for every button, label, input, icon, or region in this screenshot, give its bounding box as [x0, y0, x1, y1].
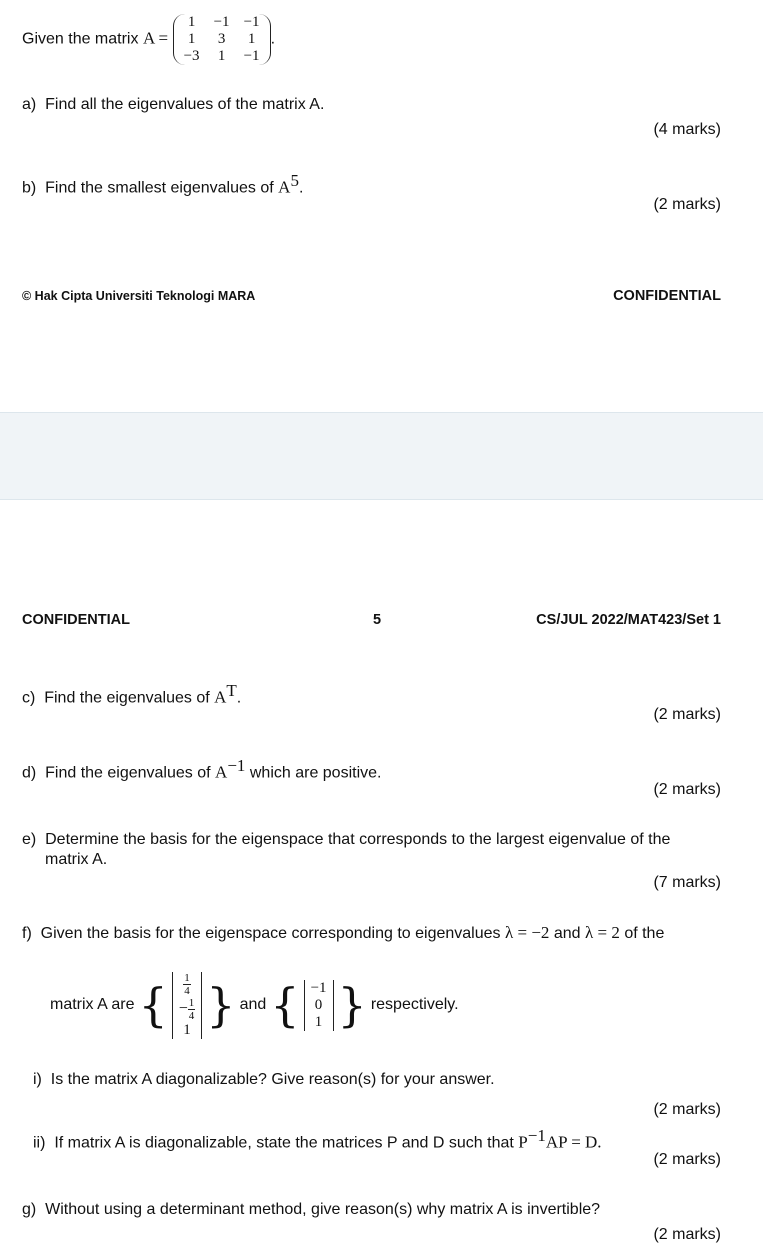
matrix-cell: 3	[217, 31, 226, 47]
q-text: matrix A are	[50, 996, 135, 1013]
left-brace: {	[138, 978, 168, 1032]
marks: (2 marks)	[653, 1101, 721, 1118]
q-label: i)	[33, 1071, 42, 1088]
vector-entry: 0	[314, 996, 323, 1013]
q-text: of the	[624, 925, 665, 942]
question-e	[22, 831, 670, 849]
fraction	[183, 972, 191, 997]
matrix-cell: 1	[247, 31, 256, 47]
basis-vector-1	[172, 972, 203, 1039]
math: A	[215, 762, 228, 782]
math-sup: 5	[290, 171, 299, 190]
math-sup: −1	[527, 1126, 546, 1145]
marks: (2 marks)	[653, 781, 721, 798]
matrix-cell: 1	[187, 14, 196, 30]
matrix-a	[173, 14, 271, 65]
left-brace: {	[270, 978, 300, 1032]
q-label: ii)	[33, 1134, 46, 1152]
q-label: f)	[22, 925, 32, 942]
question-d	[22, 756, 381, 782]
q-text: Find all the eigenvalues of the matrix A.	[45, 96, 325, 113]
q-text: respectively.	[370, 996, 459, 1013]
q-label: c)	[22, 689, 36, 707]
page-break	[0, 412, 763, 500]
eigenvalue: λ = 2	[585, 923, 620, 942]
eigenvalue: λ = −2	[504, 923, 550, 942]
q-text: Without using a determinant method, give reason(s) why matrix A is invertible?	[45, 1201, 601, 1218]
matrix-cell: −1	[243, 48, 260, 64]
basis-line	[50, 960, 459, 1050]
q-text: If matrix A is diagonalizable, state the matrices P and D such that	[54, 1134, 514, 1152]
math: A	[278, 177, 291, 197]
intro-text: Given the matrix	[22, 30, 139, 48]
math: A	[214, 687, 227, 707]
marks: (2 marks)	[653, 196, 721, 213]
marks: (2 marks)	[653, 1226, 721, 1243]
vector-entry: 1	[183, 1021, 191, 1038]
matrix-lhs: A =	[142, 28, 169, 48]
question-g	[22, 1201, 600, 1219]
marks: (7 marks)	[653, 874, 721, 891]
fraction	[188, 997, 196, 1022]
q-text: Is the matrix A diagonalizable? Give reason(s) for your answer.	[50, 1071, 495, 1088]
q-text: which are positive.	[249, 764, 382, 782]
footer-confidential: CONFIDENTIAL	[613, 288, 721, 304]
matrix-cell: −3	[183, 48, 200, 64]
matrix-intro	[22, 14, 275, 65]
vector-entry: −1	[310, 979, 327, 996]
question-f-ii	[33, 1126, 602, 1152]
neg-fraction	[179, 997, 196, 1022]
denominator: 4	[188, 1009, 195, 1022]
math-sup: −1	[227, 756, 246, 775]
period: .	[298, 179, 304, 197]
marks: (2 marks)	[653, 706, 721, 723]
basis-vector-2	[304, 980, 334, 1031]
math-sup: T	[226, 681, 237, 700]
matrix-cell: −1	[243, 14, 260, 30]
math: P	[518, 1132, 528, 1152]
q-text: and	[553, 925, 581, 942]
q-label: a)	[22, 96, 37, 113]
period: .	[236, 689, 242, 707]
q-text: Find the smallest eigenvalues of	[45, 179, 274, 197]
question-f	[22, 923, 664, 943]
numerator: 1	[188, 996, 195, 1009]
sign: −	[178, 1000, 188, 1017]
q-text: Find the eigenvalues of	[44, 689, 210, 707]
q-text: Find the eigenvalues of	[45, 764, 211, 782]
q-text: Given the basis for the eigenspace corresponding to eigenvalues	[40, 925, 501, 942]
copyright-footer: © Hak Cipta Universiti Teknologi MARA	[22, 289, 256, 303]
q-text: Determine the basis for the eigenspace that corresponds to the largest eigenvalue of the	[45, 831, 671, 848]
question-c	[22, 681, 241, 707]
question-b	[22, 171, 303, 197]
matrix-cell: 1	[187, 31, 196, 47]
q-label: e)	[22, 831, 37, 848]
math: AP = D.	[545, 1132, 602, 1152]
header-confidential: CONFIDENTIAL	[22, 612, 130, 628]
q-text-cont: matrix A.	[45, 851, 108, 868]
question-f-i	[33, 1071, 495, 1089]
q-label: b)	[22, 179, 37, 197]
q-label: d)	[22, 764, 37, 782]
right-brace: }	[206, 978, 236, 1032]
numerator: 1	[184, 971, 190, 984]
paper-code: CS/JUL 2022/MAT423/Set 1	[536, 612, 721, 628]
question-a	[22, 96, 324, 114]
vector-entry: 1	[314, 1013, 323, 1030]
q-text: and	[239, 996, 267, 1013]
period: .	[270, 30, 276, 48]
right-brace: }	[337, 978, 367, 1032]
matrix-cell: −1	[213, 14, 230, 30]
q-label: g)	[22, 1201, 37, 1218]
marks: (2 marks)	[653, 1151, 721, 1168]
matrix-cell: 1	[217, 48, 226, 64]
marks: (4 marks)	[653, 121, 721, 138]
page-number: 5	[373, 612, 382, 628]
denominator: 4	[184, 984, 190, 997]
